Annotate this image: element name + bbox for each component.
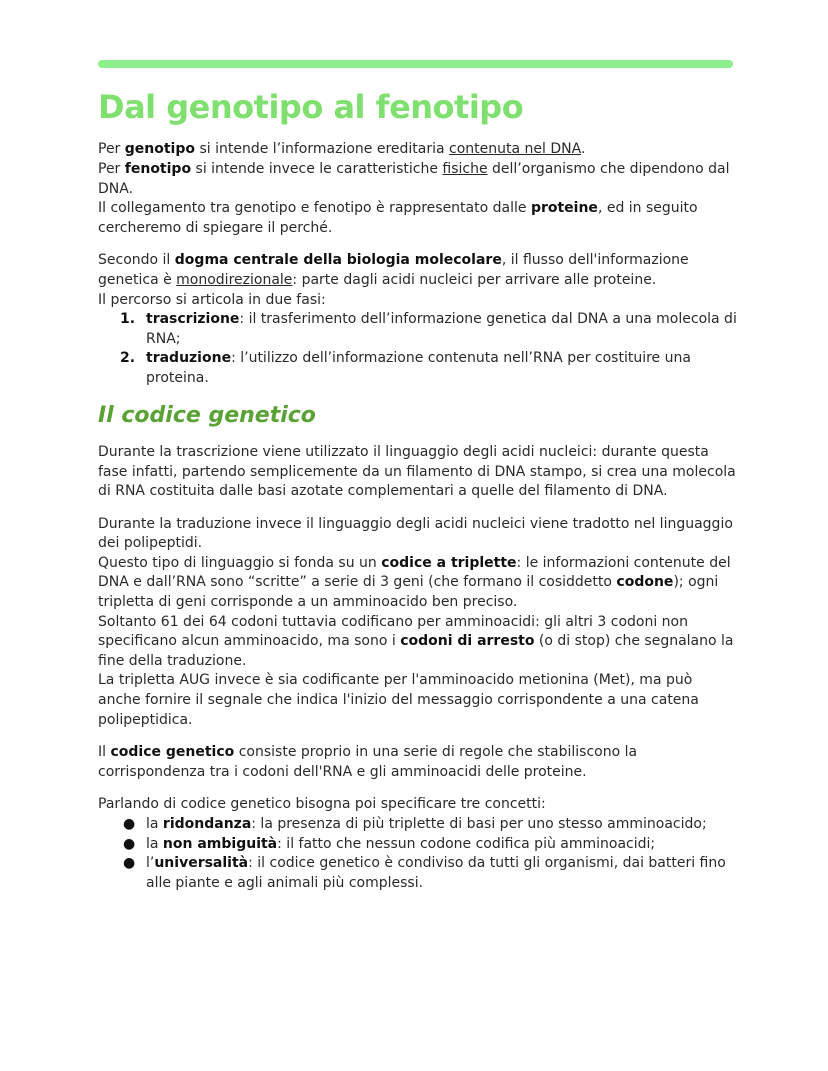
document-body [98,88,738,893]
page-title: Dal genotipo al fenotipo [98,88,524,126]
term-codice-triplette: codice a triplette [381,554,517,571]
list-number: 1. [120,311,136,328]
term-genotipo: genotipo [124,141,195,158]
term-proteine: proteine [530,200,598,217]
underlined-text: contenuta nel DNA [449,141,581,158]
underlined-text: fisiche [442,160,488,177]
term-codoni-arresto: codoni di arresto [400,633,535,650]
bullet-icon: ● [123,816,136,832]
list-item: ● la ridondanza: la presenza di più triplette di basi per uno stesso amminoacido; [98,815,738,835]
term-fenotipo: fenotipo [124,160,192,177]
traduzione-paragraph: Durante la traduzione invece il linguaggio degli acidi nucleici viene tradotto nel linguaggio dei polipeptidi. Questo tipo di linguaggio si fonda su un codice a triplette: le informazioni contenute del DNA e dall’RNA sono “scritte” a serie di 3 geni (che formano il cosiddetto codone); ogni tripletta di geni corrisponde a un amminoacido ben preciso. Soltanto 61 dei 64 codoni tuttavia codificano per amminoacidi: gli altri 3 codoni non specificano alcun amminoacido, ma sono i codoni di arresto (o di stop) che segnalano la fine della traduzione. La tripletta AUG invece è sia codificante per l'amminoacido metionina (Met), ma può anche fornire il segnale che indica l'inizio del messaggio corrispondente a una catena polipeptidica. [98,515,734,728]
intro-paragraph: Per genotipo si intende l’informazione ereditaria contenuta nel DNA. Per fenotipo si intende invece le caratteristiche fisiche dell’organismo che dipendono dal DNA. Il collegamento tra genotipo e fenotipo è rappresentato dalle proteine, ed in seguito cercheremo di spiegare il perché. [98,141,730,236]
term-dogma: dogma centrale della biologia molecolare [174,252,502,269]
concetti-list [98,815,738,893]
dogma-paragraph: Secondo il dogma centrale della biologia molecolare, il flusso dell'informazione genetica è monodirezionale: parte dagli acidi nucleici per arrivare alle proteine. Il percorso si articola in due fasi: [98,252,689,308]
list-number: 2. [120,350,136,367]
codice-paragraph: Il codice genetico consiste proprio in una serie di regole che stabiliscono la corrispondenza tra i codoni dell'RNA e gli amminoacidi delle proteine. [98,744,638,780]
bullet-icon: ● [123,855,136,872]
term-codice-genetico: codice genetico [110,744,235,761]
underlined-text: monodirezionale [176,271,293,288]
list-item: ● la non ambiguità: il fatto che nessun codone codifica più amminoacidi; [98,835,738,855]
trascrizione-paragraph: Durante la trascrizione viene utilizzato il linguaggio degli acidi nucleici: durante questa fase infatti, partendo semplicemente da un filamento di DNA stampo, si crea una molecola di RNA costituita dalle basi azotate complementari a quelle del filamento di DNA. [98,443,736,500]
list-item: 1. trascrizione: il trasferimento dell’informazione genetica dal DNA a una molecola di RNA; [120,311,737,347]
accent-bar [98,60,733,68]
bullet-icon: ● [123,835,136,852]
phases-list [98,310,738,388]
term-codone: codone [616,574,674,591]
list-item: 2. traduzione: l’utilizzo dell’informazione contenuta nell’RNA per costituire una proteina. [120,350,691,386]
list-item: ● l’universalità: il codice genetico è condiviso da tutti gli organismi, dai batteri fino alle piante e agli animali più complessi. [123,855,726,891]
concetti-intro: Parlando di codice genetico bisogna poi specificare tre concetti: [98,796,546,813]
section-heading: Il codice genetico [98,402,316,428]
